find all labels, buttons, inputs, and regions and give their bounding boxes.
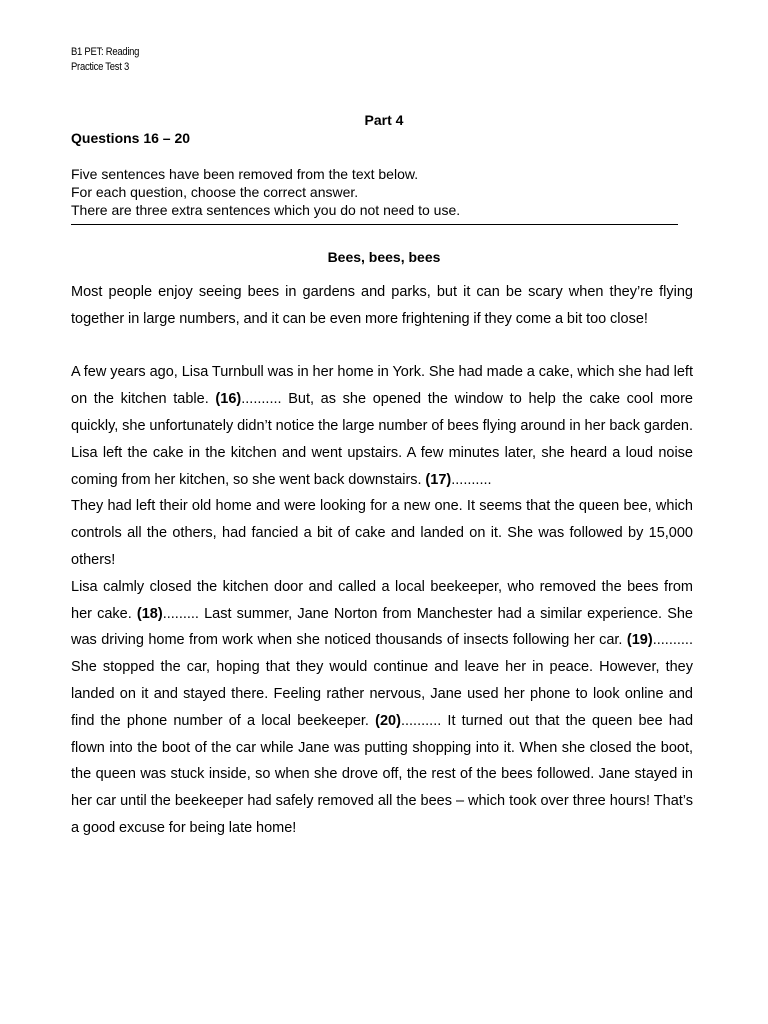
- header-test-number: Practice Test 3: [71, 61, 130, 73]
- instruction-line: Five sentences have been removed from the text below.: [71, 166, 419, 182]
- text-span: .......... It turned out that the queen bee had flown into the boot of the car while Jane was putting shopping into it. When she closed the boot, the queen was stuck inside, so when she drove off, the rest of the bees followed. Jane stayed in her car until the beekeeper had safely removed all the bees – which took over three hours! That’s a good excuse for being late home!: [71, 712, 694, 836]
- paragraph-jane: [71, 574, 693, 842]
- instruction-line: There are three extra sentences which you do not need to use.: [71, 202, 461, 218]
- paragraph-intro: Most people enjoy seeing bees in gardens and parks, but it can be scary when they’re flying together in large numbers, and it can be even more frightening if they come a bit too close!: [71, 284, 693, 327]
- text-span: ..........: [451, 471, 492, 488]
- text-span: .......... But, as she opened the window to help the cake cool more quickly, she unfortunately didn’t notice the large number of bees flying around in her back garden. Lisa left the cake in the kitchen and went upstairs. A few minutes later, she heard a loud noise coming from her kitchen, so she went back downstairs.: [71, 391, 693, 488]
- instruction-line: For each question, choose the correct answer.: [71, 184, 359, 200]
- text-span: A few years ago, Lisa Turnbull was in her home in York. She had made a cake, which she had left on the kitchen table.: [71, 364, 693, 408]
- text-span: ......... Last summer, Jane Norton from Manchester had a similar experience. She was driving home from work when she noticed thousands of insects following her car.: [71, 605, 693, 649]
- gap-17-label: ( 17 ): [425, 472, 451, 488]
- text-title: Bees, bees, bees: [327, 249, 441, 265]
- horizontal-rule: [71, 224, 678, 225]
- reading-text: [71, 279, 693, 842]
- document-header: [71, 45, 139, 75]
- instructions: [71, 165, 460, 219]
- text-span: .......... She stopped the car, hoping that they would continue and leave her in peace. However, they landed on it and stayed there. Feeling rather nervous, Jane used her phone to look online and find the phone number of a local beekeeper.: [71, 632, 693, 729]
- gap-16-label: ( 16 ): [215, 391, 241, 407]
- gap-20-label: ( 20 ): [375, 713, 401, 729]
- gap-18-label: ( 18 ): [137, 606, 163, 622]
- header-exam-title: B1 PET: Reading: [71, 46, 140, 58]
- paragraph-queen-bee: They had left their old home and were looking for a new one. It seems that the queen bee, which controls all the others, had fancied a bit of cake and landed on it. She was followed by 15,000 others!: [71, 498, 693, 568]
- part-title: Part 4: [364, 112, 404, 128]
- text-span: Lisa calmly closed the kitchen door and called a local beekeeper, who removed the bees from her cake.: [71, 578, 693, 622]
- paragraph-lisa: [71, 359, 693, 493]
- gap-19-label: ( 19 ): [627, 632, 653, 648]
- questions-title: Questions 16 – 20: [71, 130, 191, 146]
